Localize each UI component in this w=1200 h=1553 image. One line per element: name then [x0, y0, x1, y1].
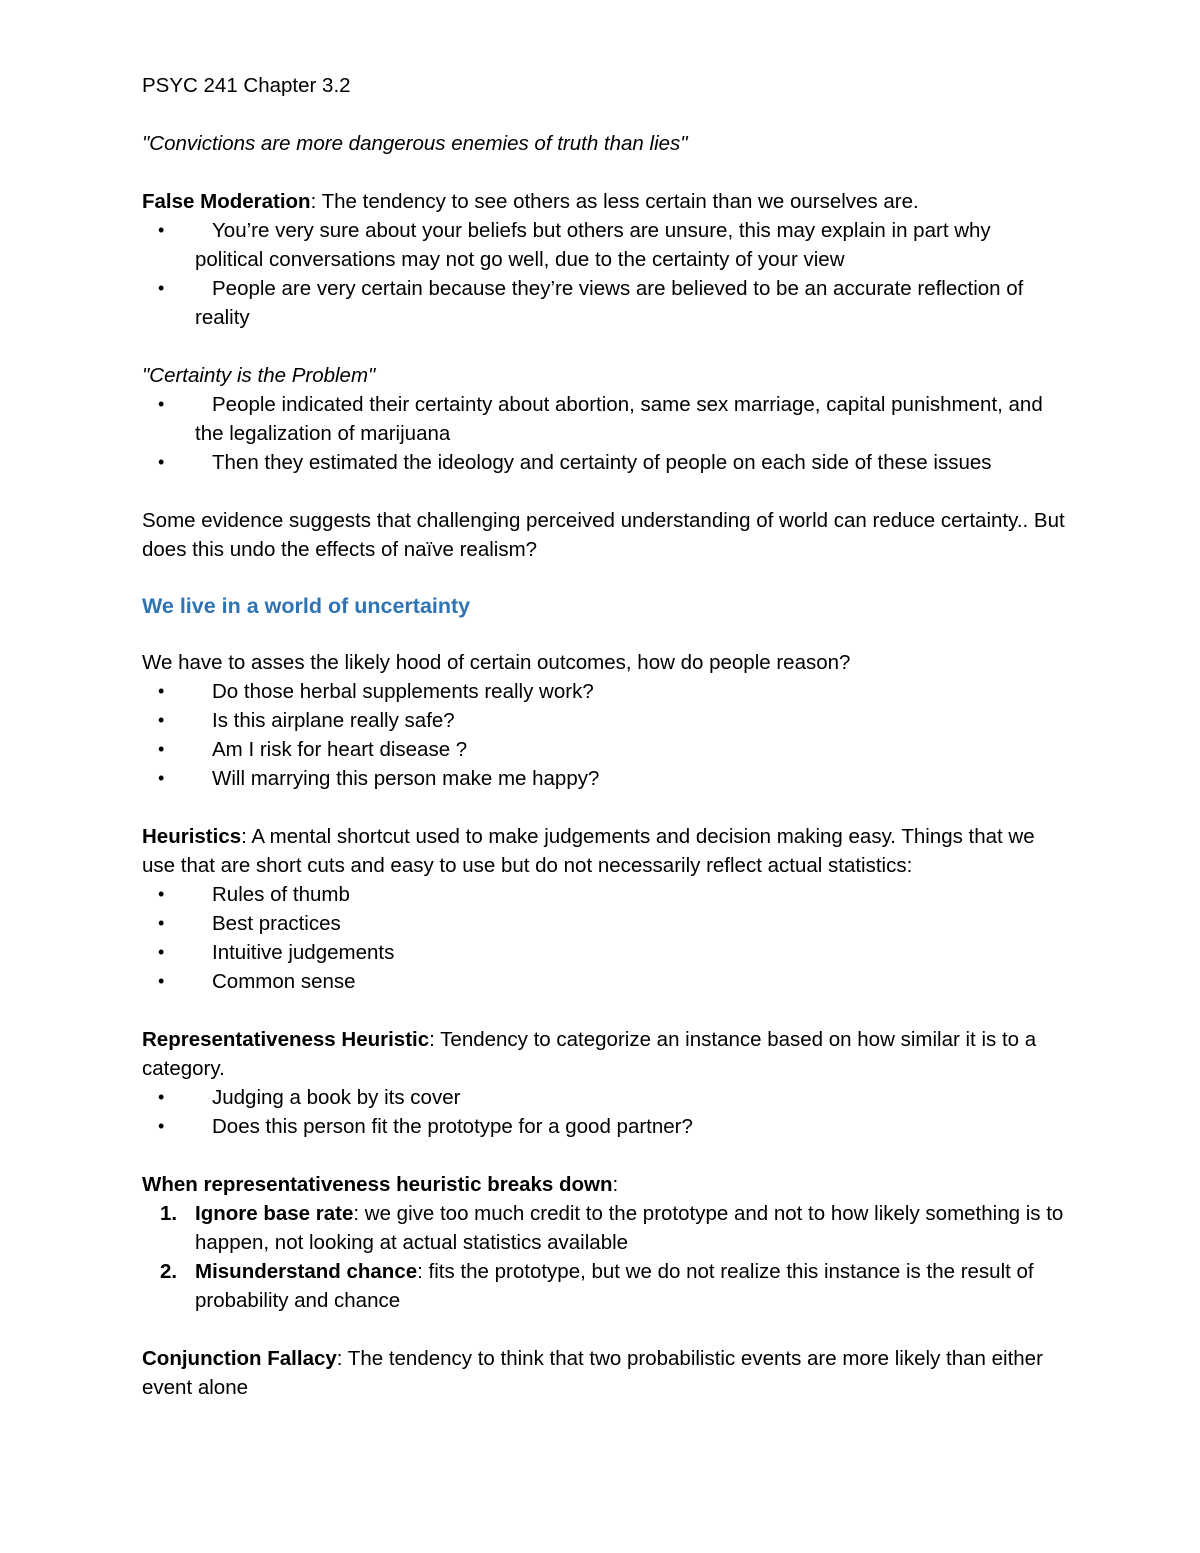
list-item: • Judging a book by its cover — [142, 1083, 1072, 1112]
bullet-icon: • — [158, 710, 165, 730]
evidence-paragraph: Some evidence suggests that challenging perceived understanding of world can reduce certainty.. But does this undo the effects of naïve realism? — [142, 509, 1065, 561]
bullet-icon: • — [158, 452, 165, 472]
conjunction-definition — [142, 1344, 1072, 1402]
list-item: • Is this airplane really safe? — [142, 706, 1072, 735]
list-item: • Rules of thumb — [142, 880, 1072, 909]
false-moderation-text: : The tendency to see others as less certain than we ourselves are. — [310, 190, 919, 213]
quote-certainty: "Certainty is the Problem" — [142, 364, 376, 387]
breakdown-heading: When representativeness heuristic breaks down: — [142, 1173, 619, 1196]
list-item: • People indicated their certainty about abortion, same sex marriage, capital punishment, and the legalization of marijuana — [142, 390, 1072, 448]
document-title: PSYC 241 Chapter 3.2 — [142, 74, 351, 97]
list-item: • Do those herbal supplements really work? — [142, 677, 1072, 706]
conjunction-term: Conjunction Fallacy — [142, 1347, 337, 1370]
bullet-icon: • — [158, 1087, 165, 1107]
heuristics-definition — [142, 822, 1072, 880]
list-item: • Intuitive judgements — [142, 938, 1072, 967]
heuristics-text: : A mental shortcut used to make judgements and decision making easy. Things that we use that are short cuts and easy to use but do not necessarily reflect actual statistics: — [142, 825, 1035, 877]
bullet-icon: • — [158, 278, 165, 298]
quote-convictions: "Convictions are more dangerous enemies of truth than lies" — [142, 132, 688, 155]
bullet-icon: • — [158, 394, 165, 414]
document-body — [142, 71, 1072, 1402]
representativeness-list — [142, 1083, 1072, 1141]
list-item: 1. Ignore base rate: we give too much credit to the prototype and not to how likely something is to happen, not looking at actual statistics available — [142, 1199, 1072, 1257]
uncertainty-list — [142, 677, 1072, 793]
bullet-icon: • — [158, 768, 165, 788]
heuristics-term: Heuristics — [142, 825, 242, 848]
heuristics-list — [142, 880, 1072, 996]
bullet-icon: • — [158, 1116, 165, 1136]
false-moderation-definition — [142, 187, 1072, 216]
list-item: • People are very certain because they’re views are believed to be an accurate reflection of reality — [142, 274, 1072, 332]
false-moderation-list — [142, 216, 1072, 332]
representativeness-text: : Tendency to categorize an instance based on how similar it is to a category. — [142, 1028, 1037, 1080]
list-item: • Does this person fit the prototype for a good partner? — [142, 1112, 1072, 1141]
conjunction-text: : The tendency to think that two probabilistic events are more likely than either event alone — [142, 1347, 1043, 1399]
bullet-icon: • — [158, 913, 165, 933]
bullet-icon: • — [158, 681, 165, 701]
bullet-icon: • — [158, 884, 165, 904]
certainty-list — [142, 390, 1072, 477]
list-item: • Common sense — [142, 967, 1072, 996]
section-heading-uncertainty: We live in a world of uncertainty — [142, 594, 471, 618]
breakdown-list — [142, 1199, 1072, 1315]
bullet-icon: • — [158, 220, 165, 240]
list-item: • Am I risk for heart disease ? — [142, 735, 1072, 764]
list-item: • You’re very sure about your beliefs but others are unsure, this may explain in part why political conversations may not go well, due to the certainty of your view — [142, 216, 1072, 274]
list-item: • Then they estimated the ideology and certainty of people on each side of these issues — [142, 448, 1072, 477]
list-item: 2. Misunderstand chance: fits the prototype, but we do not realize this instance is the result of probability and chance — [142, 1257, 1072, 1315]
list-item: • Will marrying this person make me happy? — [142, 764, 1072, 793]
false-moderation-term: False Moderation — [142, 190, 311, 213]
uncertainty-intro: We have to asses the likely hood of certain outcomes, how do people reason? — [142, 651, 851, 674]
bullet-icon: • — [158, 971, 165, 991]
list-number: 1. — [160, 1202, 178, 1225]
bullet-icon: • — [158, 942, 165, 962]
representativeness-definition — [142, 1025, 1072, 1083]
bullet-icon: • — [158, 739, 165, 759]
list-number: 2. — [160, 1260, 178, 1283]
list-item: • Best practices — [142, 909, 1072, 938]
representativeness-term: Representativeness Heuristic — [142, 1028, 430, 1051]
